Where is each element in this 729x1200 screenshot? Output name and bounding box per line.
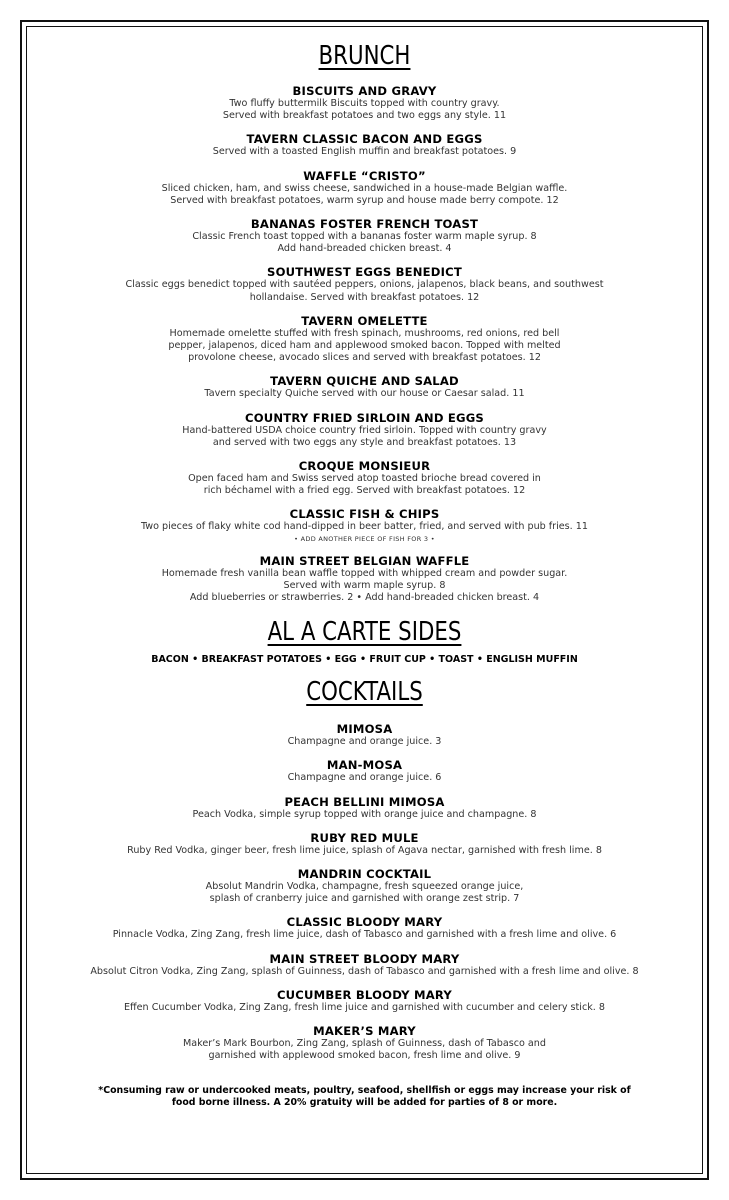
menu-item-description: Maker’s Mark Bourbon, Zing Zang, splash of Guinness, dash of Tabasco and	[183, 1038, 546, 1050]
menu-item	[40, 132, 689, 158]
menu-item	[40, 314, 689, 365]
sides-heading: AL A CARTE SIDES	[267, 617, 462, 648]
menu-item	[40, 265, 689, 303]
menu-item-name: CLASSIC FISH & CHIPS	[289, 507, 440, 522]
menu-item-description: Add blueberries or strawberries. 2 • Add hand-breaded chicken breast. 4	[189, 592, 540, 604]
menu-item-description: splash of cranberry juice and garnished with orange zest strip. 7	[209, 893, 520, 905]
menu-item-name: TAVERN OMELETTE	[301, 313, 428, 328]
menu-item	[40, 722, 689, 748]
menu-item-description: garnished with applewood smoked bacon, fresh lime and olive. 9	[208, 1050, 521, 1062]
menu-item-name: CLASSIC BLOODY MARY	[286, 915, 443, 930]
menu-item-description: Two pieces of flaky white cod hand-dipped in beer batter, fried, and served with pub fries. 11	[140, 521, 588, 533]
menu-item-description: Champagne and orange juice. 3	[287, 736, 442, 748]
menu-item	[40, 411, 689, 449]
menu-item-name: MIMOSA	[336, 722, 393, 737]
menu-item-description: pepper, jalapenos, diced ham and applewood smoked bacon. Topped with melted	[168, 340, 561, 352]
menu-item-description: Served with warm maple syrup. 8	[283, 579, 446, 591]
menu-item	[40, 915, 689, 941]
menu-item-description: Homemade omelette stuffed with fresh spinach, mushrooms, red onions, red bell	[169, 327, 560, 339]
menu-item-description: provolone cheese, avocado slices and served with breakfast potatoes. 12	[188, 352, 541, 364]
disclaimer-text	[40, 1085, 689, 1110]
disclaimer-line: *Consuming raw or undercooked meats, poultry, seafood, shellfish or eggs may increase your risk of	[98, 1084, 631, 1096]
menu-item-description: Classic eggs benedict topped with sautéed peppers, onions, jalapenos, black beans, and southwest	[125, 279, 604, 291]
menu-item	[40, 1024, 689, 1062]
menu-item-description: Peach Vodka, simple syrup topped with orange juice and champagne. 8	[192, 808, 537, 820]
menu-item	[40, 84, 689, 122]
menu-item-description: Pinnacle Vodka, Zing Zang, fresh lime juice, dash of Tabasco and garnished with a fresh lime and olive. 6	[112, 929, 617, 941]
menu-item-note: • ADD ANOTHER PIECE OF FISH FOR 3 •	[294, 534, 435, 543]
menu-item-description: Absolut Mandrin Vodka, champagne, fresh squeezed orange juice,	[205, 881, 524, 893]
menu-item-description: Served with breakfast potatoes and two eggs any style. 11	[222, 110, 507, 122]
menu-item-description: Champagne and orange juice. 6	[287, 772, 442, 784]
menu-item-description: Served with breakfast potatoes, warm syrup and house made berry compote. 12	[170, 194, 559, 206]
menu-item-description: Served with a toasted English muffin and breakfast potatoes. 9	[212, 146, 517, 158]
menu-item-name: TAVERN QUICHE AND SALAD	[270, 374, 459, 389]
menu-item-name: BANANAS FOSTER FRENCH TOAST	[250, 217, 479, 232]
cocktail-item-list	[40, 722, 689, 1062]
disclaimer-line: food borne illness. A 20% gratuity will be added for parties of 8 or more.	[171, 1097, 558, 1108]
menu-item	[40, 217, 689, 255]
menu-item-description: rich béchamel with a fried egg. Served with breakfast potatoes. 12	[203, 485, 526, 497]
menu-item	[40, 867, 689, 905]
menu-item	[40, 459, 689, 497]
menu-item-name: COUNTRY FRIED SIRLOIN AND EGGS	[245, 410, 484, 425]
menu-item-description: Tavern specialty Quiche served with our house or Caesar salad. 11	[204, 388, 525, 400]
menu-item	[40, 988, 689, 1014]
menu-item-description: Add hand-breaded chicken breast. 4	[277, 243, 452, 255]
menu-item-name: CUCUMBER BLOODY MARY	[276, 987, 453, 1002]
menu-item	[40, 952, 689, 978]
menu-item-description: Classic French toast topped with a bananas foster warm maple syrup. 8	[192, 231, 537, 243]
menu-item-description: and served with two eggs any style and breakfast potatoes. 13	[212, 436, 517, 448]
menu-content	[40, 38, 689, 1110]
brunch-item-list	[40, 84, 689, 604]
menu-item-description: Open faced ham and Swiss served atop toasted brioche bread covered in	[188, 473, 541, 485]
menu-item-name: MAIN STREET BELGIAN WAFFLE	[259, 553, 470, 568]
menu-item-name: PEACH BELLINI MIMOSA	[284, 794, 445, 809]
menu-item	[40, 507, 689, 543]
menu-item-name: MAIN STREET BLOODY MARY	[269, 951, 460, 966]
menu-item	[40, 169, 689, 207]
menu-item-name: MAKER’S MARY	[313, 1024, 416, 1039]
menu-item-description: Ruby Red Vodka, ginger beer, fresh lime juice, splash of Agava nectar, garnished with fresh lime. 8	[127, 844, 602, 856]
menu-item-name: MANDRIN COCKTAIL	[297, 867, 432, 882]
menu-item-description: hollandaise. Served with breakfast potatoes. 12	[249, 291, 480, 303]
menu-item-description: Hand-battered USDA choice country fried sirloin. Topped with country gravy	[182, 424, 547, 436]
menu-item	[40, 795, 689, 821]
menu-item	[40, 758, 689, 784]
cocktails-heading: COCKTAILS	[306, 677, 423, 708]
menu-item-name: BISCUITS AND GRAVY	[292, 84, 437, 98]
menu-item-description: Effen Cucumber Vodka, Zing Zang, fresh lime juice and garnished with cucumber and celery stick. 8	[123, 1001, 606, 1013]
menu-item-name: WAFFLE “CRISTO”	[303, 168, 426, 183]
brunch-heading: BRUNCH	[318, 41, 411, 71]
menu-item-name: RUBY RED MULE	[310, 830, 419, 845]
menu-item	[40, 831, 689, 857]
menu-item-description: Sliced chicken, ham, and swiss cheese, sandwiched in a house-made Belgian waffle.	[161, 182, 568, 194]
menu-item	[40, 374, 689, 400]
sides-list: BACON • BREAKFAST POTATOES • EGG • FRUIT CUP • TOAST • ENGLISH MUFFIN	[151, 654, 578, 666]
menu-item-name: TAVERN CLASSIC BACON AND EGGS	[246, 132, 483, 147]
menu-item-name: MAN-MOSA	[326, 758, 403, 773]
menu-item-description: Two fluffy buttermilk Biscuits topped with country gravy.	[229, 98, 500, 109]
menu-item-description: Absolut Citron Vodka, Zing Zang, splash of Guinness, dash of Tabasco and garnished with a fresh lime and olive. 8	[90, 965, 639, 977]
menu-item-name: CROQUE MONSIEUR	[298, 459, 431, 474]
menu-item-name: SOUTHWEST EGGS BENEDICT	[267, 265, 462, 280]
menu-item	[40, 554, 689, 605]
menu-item-description: Homemade fresh vanilla bean waffle topped with whipped cream and powder sugar.	[161, 567, 568, 579]
